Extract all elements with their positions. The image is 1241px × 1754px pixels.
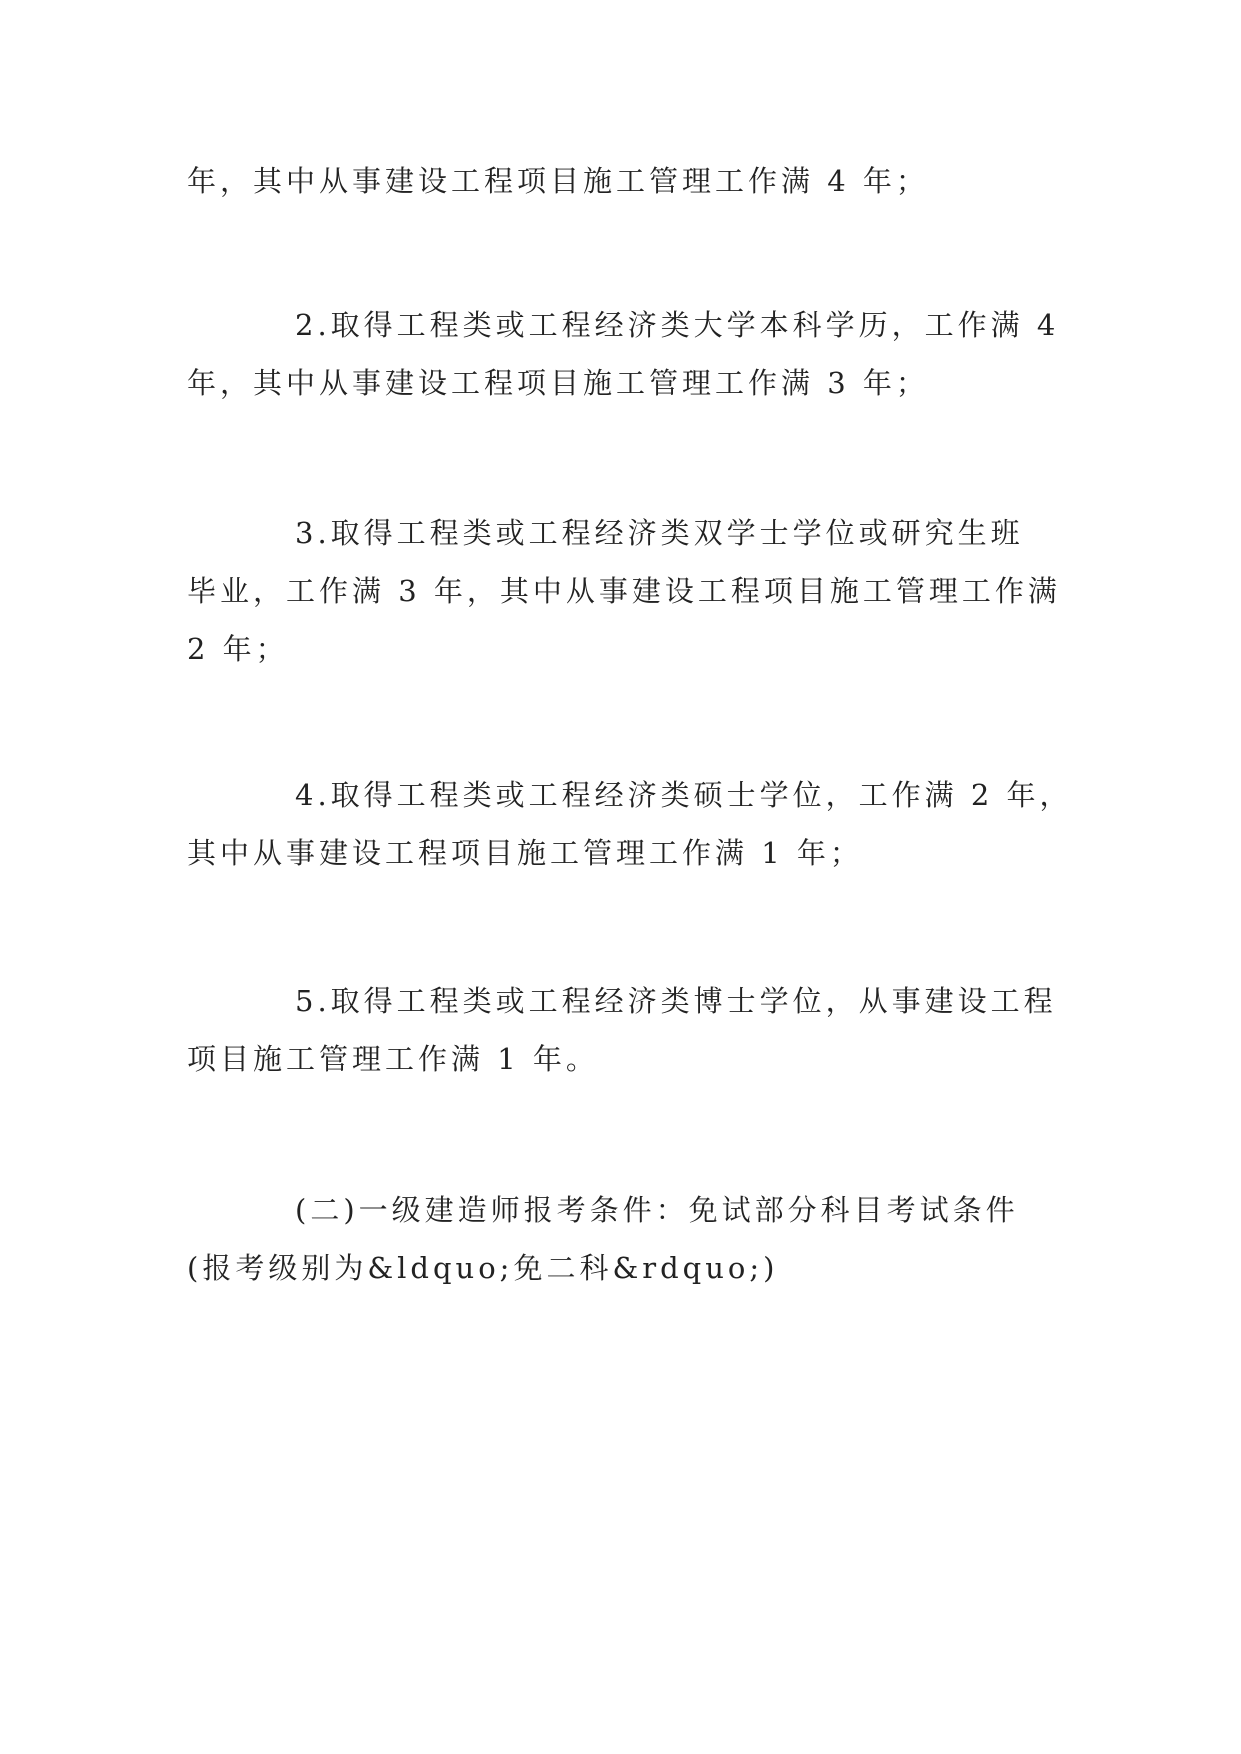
paragraph-line: 项目施工管理工作满 1 年。 (187, 1042, 599, 1076)
paragraph-item-4 (187, 766, 1073, 882)
paragraph-line: (报考级别为&ldquo;免二科&rdquo;) (187, 1251, 779, 1285)
paragraph-line: 2 年； (187, 632, 289, 666)
paragraph-section-heading (187, 1181, 1067, 1297)
paragraph-line: 年，其中从事建设工程项目施工管理工作满 3 年； (187, 366, 929, 400)
paragraph-line: (二)一级建造师报考条件：免试部分科目考试条件 (295, 1193, 1019, 1227)
paragraph-continuation (187, 152, 1067, 210)
paragraph-line: 其中从事建设工程项目施工管理工作满 1 年； (187, 836, 863, 870)
paragraph-line: 5.取得工程类或工程经济类博士学位，从事建设工程 (295, 984, 1057, 1018)
paragraph-line: 4.取得工程类或工程经济类硕士学位，工作满 2 年， (295, 778, 1073, 812)
paragraph-item-3 (187, 504, 1067, 678)
paragraph-line: 毕业，工作满 3 年，其中从事建设工程项目施工管理工作满 (187, 574, 1061, 608)
paragraph-item-5 (187, 972, 1067, 1088)
paragraph-line: 3.取得工程类或工程经济类双学士学位或研究生班 (295, 516, 1024, 550)
paragraph-line: 年，其中从事建设工程项目施工管理工作满 4 年； (187, 164, 929, 198)
paragraph-item-2 (187, 296, 1067, 412)
paragraph-line: 2.取得工程类或工程经济类大学本科学历，工作满 4 (295, 308, 1060, 342)
